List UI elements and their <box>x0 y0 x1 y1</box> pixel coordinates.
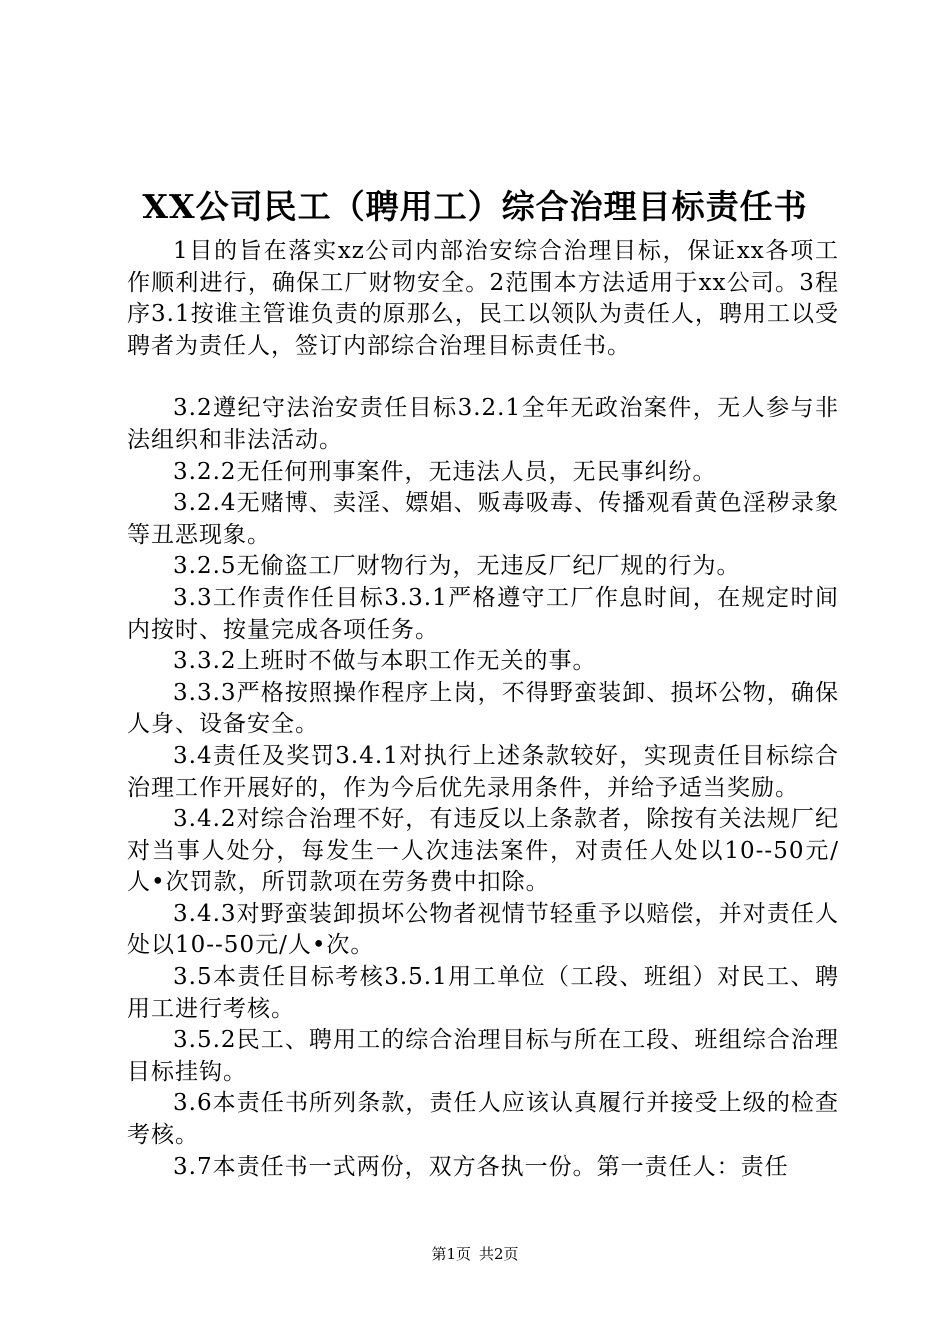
document-title: XX公司民工（聘用工）综合治理目标责任书 <box>142 187 808 226</box>
paragraph: 1目的旨在落实xz公司内部治安综合治理目标，保证xx各项工作顺利进行，确保工厂财物安全。2范围本方法适用于xx公司。3程序3.1按谁主管谁负责的原那么，民工以领队为责任人，聘用工以受聘者为责任人，签订内部综合治理目标责任书。 <box>127 238 839 359</box>
page-total: 共2页 <box>479 1245 519 1263</box>
paragraph: 3.5.2民工、聘用工的综合治理目标与所在工段、班组综合治理目标挂钩。 <box>127 1027 839 1085</box>
paragraph: 3.4.3对野蛮装卸损坏公物者视情节轻重予以赔偿，并对责任人处以10--50元/人•次。 <box>127 900 839 959</box>
paragraph: 3.2遵纪守法治安责任目标3.2.1全年无政治案件，无人参与非法组织和非法活动。 <box>127 395 839 453</box>
paragraph: 3.5本责任目标考核3.5.1用工单位（工段、班组）对民工、聘用工进行考核。 <box>127 964 839 1022</box>
page-footer <box>0 1244 950 1264</box>
paragraph: 3.7本责任书一式两份，双方各执一份。第一责任人：责任 <box>173 1153 789 1180</box>
paragraph: 3.3.3严格按照操作程序上岗，不得野蛮装卸、损坏公物，确保人身、设备安全。 <box>127 679 839 738</box>
page-number: 第1页 <box>431 1245 471 1263</box>
paragraph: 3.4.2对综合治理不好，有违反以上条款者，除按有关法规厂纪对当事人处分，每发生一人次违法案件，对责任人处以10--50元/人•次罚款，所罚款项在劳务费中扣除。 <box>127 806 839 896</box>
paragraph: 3.4责任及奖罚3.4.1对执行上述条款较好，实现责任目标综合治理工作开展好的，作为今后优先录用条件，并给予适当奖励。 <box>127 742 839 801</box>
paragraph: 3.6本责任书所列条款，责任人应该认真履行并接受上级的检查考核。 <box>127 1090 839 1149</box>
document-body <box>127 236 839 1183</box>
paragraph: 3.2.4无赌博、卖淫、嫖娼、贩毒吸毒、传播观看黄色淫秽录象等丑恶现象。 <box>127 490 839 548</box>
paragraph: 3.3.2上班时不做与本职工作无关的事。 <box>173 648 597 675</box>
paragraph: 3.2.5无偷盗工厂财物行为，无违反厂纪厂规的行为。 <box>173 553 741 580</box>
paragraph: 3.2.2无任何刑事案件，无违法人员，无民事纠纷。 <box>173 458 717 485</box>
paragraph: 3.3工作责作任目标3.3.1严格遵守工厂作息时间，在规定时间内按时、按量完成各项任务。 <box>127 584 839 643</box>
